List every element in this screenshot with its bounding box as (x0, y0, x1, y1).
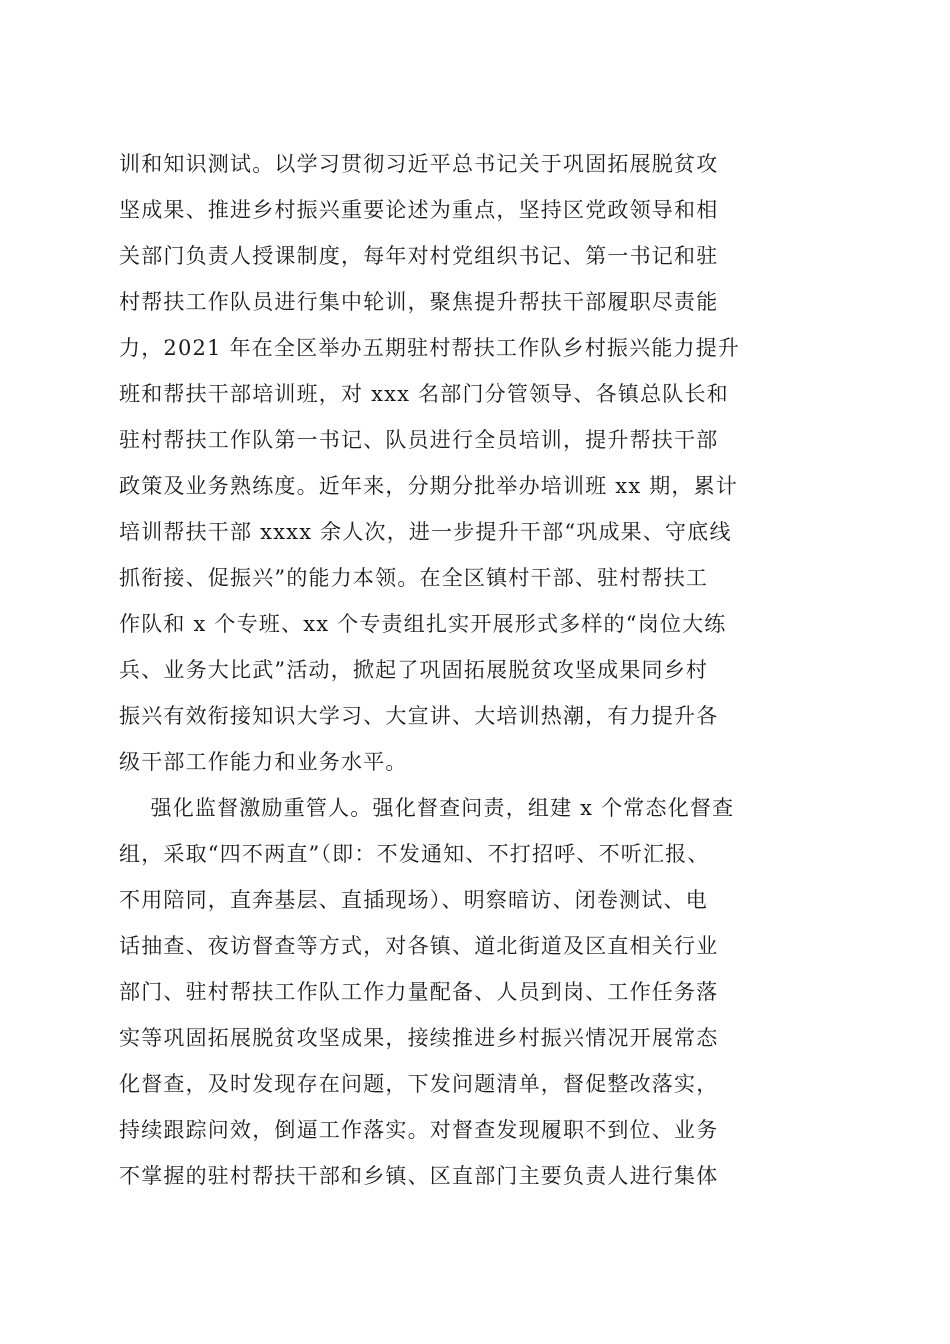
text-line: 化督查，及时发现存在问题，下发问题清单，督促整改落实， (119, 1072, 719, 1096)
text-line: 驻村帮扶工作队第一书记、队员进行全员培训，提升帮扶干部 (119, 428, 719, 452)
text-line: 训和知识测试。以学习贯彻习近平总书记关于巩固拓展脱贫攻 (119, 152, 719, 176)
text-line: 力，2021 年在全区举办五期驻村帮扶工作队乡村振兴能力提升 (119, 336, 741, 360)
text-line: 话抽查、夜访督查等方式，对各镇、道北街道及区直相关行业 (119, 934, 719, 958)
text-line: 关部门负责人授课制度，每年对村党组织书记、第一书记和驻 (119, 244, 719, 268)
paragraph-supervision (119, 785, 839, 1199)
text-line: 强化监督激励重管人。强化督查问责，组建 x 个常态化督查 (119, 796, 735, 820)
text-line: 村帮扶工作队员进行集中轮训，聚焦提升帮扶干部履职尽责能 (119, 290, 719, 314)
text-line: 政策及业务熟练度。近年来，分期分批举办培训班 xx 期，累计 (119, 474, 739, 498)
text-line: 作队和 x 个专班、xx 个专责组扎实开展形式多样的“岗位大练 (119, 612, 727, 636)
text-line: 兵、业务大比武”活动，掀起了巩固拓展脱贫攻坚成果同乡村 (119, 658, 709, 682)
text-line: 级干部工作能力和业务水平。 (119, 750, 408, 774)
text-line: 实等巩固拓展脱贫攻坚成果，接续推进乡村振兴情况开展常态 (119, 1026, 719, 1050)
paragraph-training (119, 141, 839, 785)
text-line: 组，采取“四不两直”（即：不发通知、不打招呼、不听汇报、 (119, 842, 710, 866)
text-line: 培训帮扶干部 xxxx 余人次，进一步提升干部“巩成果、守底线 (119, 520, 732, 544)
text-line: 班和帮扶干部培训班，对 xxx 名部门分管领导、各镇总队长和 (119, 382, 729, 406)
text-line: 抓衔接、促振兴”的能力本领。在全区镇村干部、驻村帮扶工 (119, 566, 709, 590)
text-line: 部门、驻村帮扶工作队工作力量配备、人员到岗、工作任务落 (119, 980, 719, 1004)
text-line: 振兴有效衔接知识大学习、大宣讲、大培训热潮，有力提升各 (119, 704, 719, 728)
text-line: 不掌握的驻村帮扶干部和乡镇、区直部门主要负责人进行集体 (119, 1164, 719, 1188)
text-line: 不用陪同，直奔基层、直插现场）、明察暗访、闭卷测试、电 (119, 888, 708, 912)
text-line: 坚成果、推进乡村振兴重要论述为重点，坚持区党政领导和相 (119, 198, 719, 222)
text-line: 持续跟踪问效，倒逼工作落实。对督查发现履职不到位、业务 (119, 1118, 719, 1142)
